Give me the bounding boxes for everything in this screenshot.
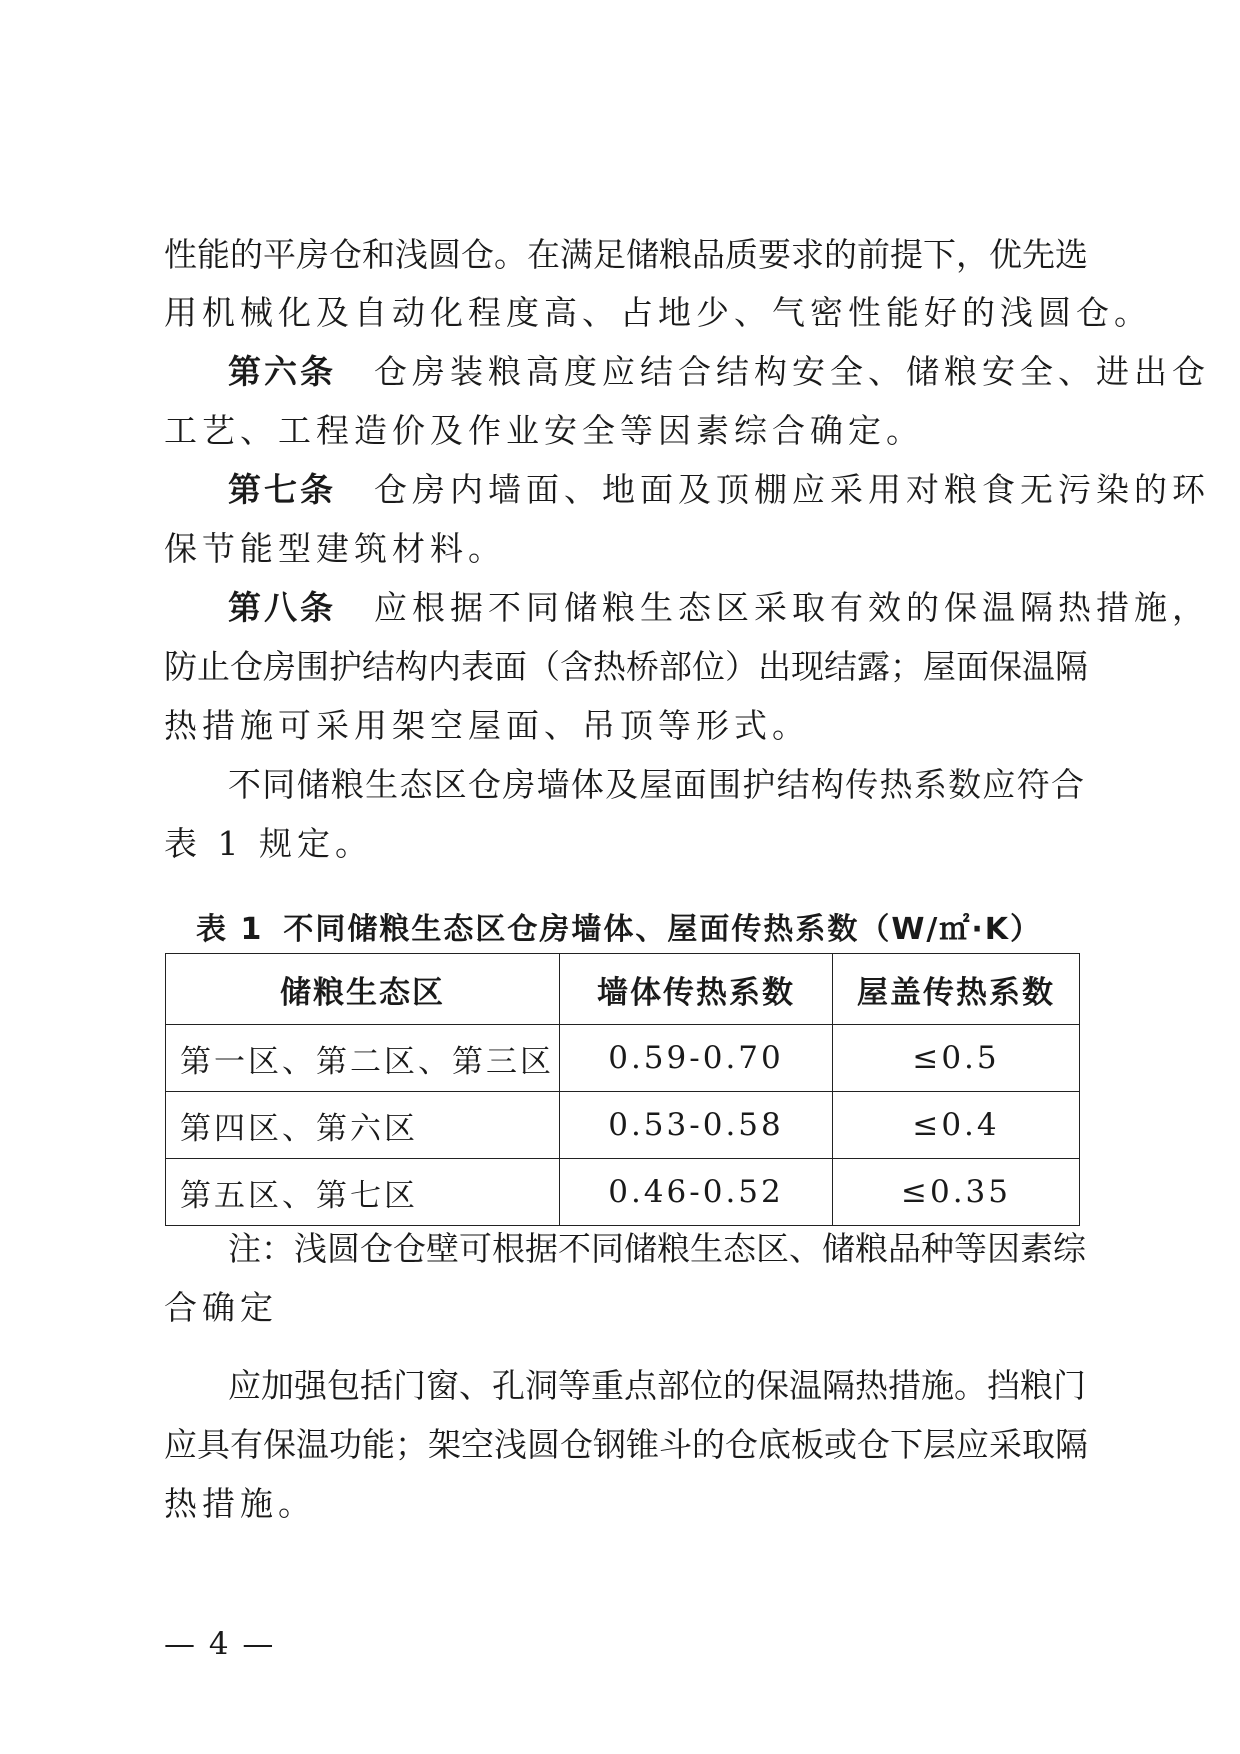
table-cell: 0.46-0.52 xyxy=(560,1159,833,1226)
table-header-cell: 屋盖传热系数 xyxy=(833,954,1080,1025)
paragraph-line: 热措施可采用架空屋面、吊顶等形式。 xyxy=(164,706,810,745)
heat-transfer-table xyxy=(165,953,1080,1226)
table-cell: ≤0.5 xyxy=(833,1025,1080,1092)
paragraph-line: 不同储粮生态区仓房墙体及屋面围护结构传热系数应符合 xyxy=(228,765,1084,804)
article-8 xyxy=(228,588,1210,628)
table-cell: 0.59-0.70 xyxy=(560,1025,833,1092)
article-label: 第六条 xyxy=(228,352,336,391)
table-header-cell: 储粮生态区 xyxy=(166,954,560,1025)
table-header-row xyxy=(166,954,1080,1025)
paragraph-line: 应加强包括门窗、孔洞等重点部位的保温隔热措施。挡粮门 xyxy=(228,1366,1086,1405)
paragraph-line: 应具有保温功能；架空浅圆仓钢锥斗的仓底板或仓下层应采取隔 xyxy=(164,1425,1088,1464)
table-cell: 第一区、第二区、第三区 xyxy=(166,1025,560,1092)
article-text: 仓房装粮高度应结合结构安全、储粮安全、进出仓 xyxy=(374,352,1210,391)
article-text: 仓房内墙面、地面及顶棚应采用对粮食无污染的环 xyxy=(374,470,1210,509)
table-caption xyxy=(196,910,1096,950)
article-7 xyxy=(228,470,1210,510)
paragraph-line: 工艺、工程造价及作业安全等因素综合确定。 xyxy=(164,411,924,450)
table-caption-number: 表 1 xyxy=(196,912,264,947)
paragraph-line: 防止仓房围护结构内表面（含热桥部位）出现结露；屋面保温隔 xyxy=(164,647,1088,686)
page-number: — 4 — xyxy=(164,1626,276,1662)
table-row xyxy=(166,1092,1080,1159)
paragraph-line: 性能的平房仓和浅圆仓。在满足储粮品质要求的前提下，优先选 xyxy=(164,235,1088,274)
table-header-cell: 墙体传热系数 xyxy=(560,954,833,1025)
table-note: 注：浅圆仓仓壁可根据不同储粮生态区、储粮品种等因素综 xyxy=(228,1229,1086,1268)
table-row xyxy=(166,1025,1080,1092)
article-text: 应根据不同储粮生态区采取有效的保温隔热措施， xyxy=(374,588,1210,627)
table-cell: ≤0.4 xyxy=(833,1092,1080,1159)
table-caption-text: 不同储粮生态区仓房墙体、屋面传热系数（W/㎡·K） xyxy=(283,912,1043,947)
paragraph-line: 表 1 规定。 xyxy=(164,824,373,863)
table-cell: 0.53-0.58 xyxy=(560,1092,833,1159)
table-row xyxy=(166,1159,1080,1226)
article-label: 第八条 xyxy=(228,588,336,627)
paragraph-line: 用机械化及自动化程度高、占地少、气密性能好的浅圆仓。 xyxy=(164,293,1152,332)
paragraph-line: 保节能型建筑材料。 xyxy=(164,529,506,568)
paragraph-line: 热措施。 xyxy=(164,1484,316,1523)
article-label: 第七条 xyxy=(228,470,336,509)
paragraph-line: 合确定 xyxy=(164,1288,278,1327)
article-6 xyxy=(228,352,1210,392)
table-cell: 第五区、第七区 xyxy=(166,1159,560,1226)
table-cell: 第四区、第六区 xyxy=(166,1092,560,1159)
table-cell: ≤0.35 xyxy=(833,1159,1080,1226)
